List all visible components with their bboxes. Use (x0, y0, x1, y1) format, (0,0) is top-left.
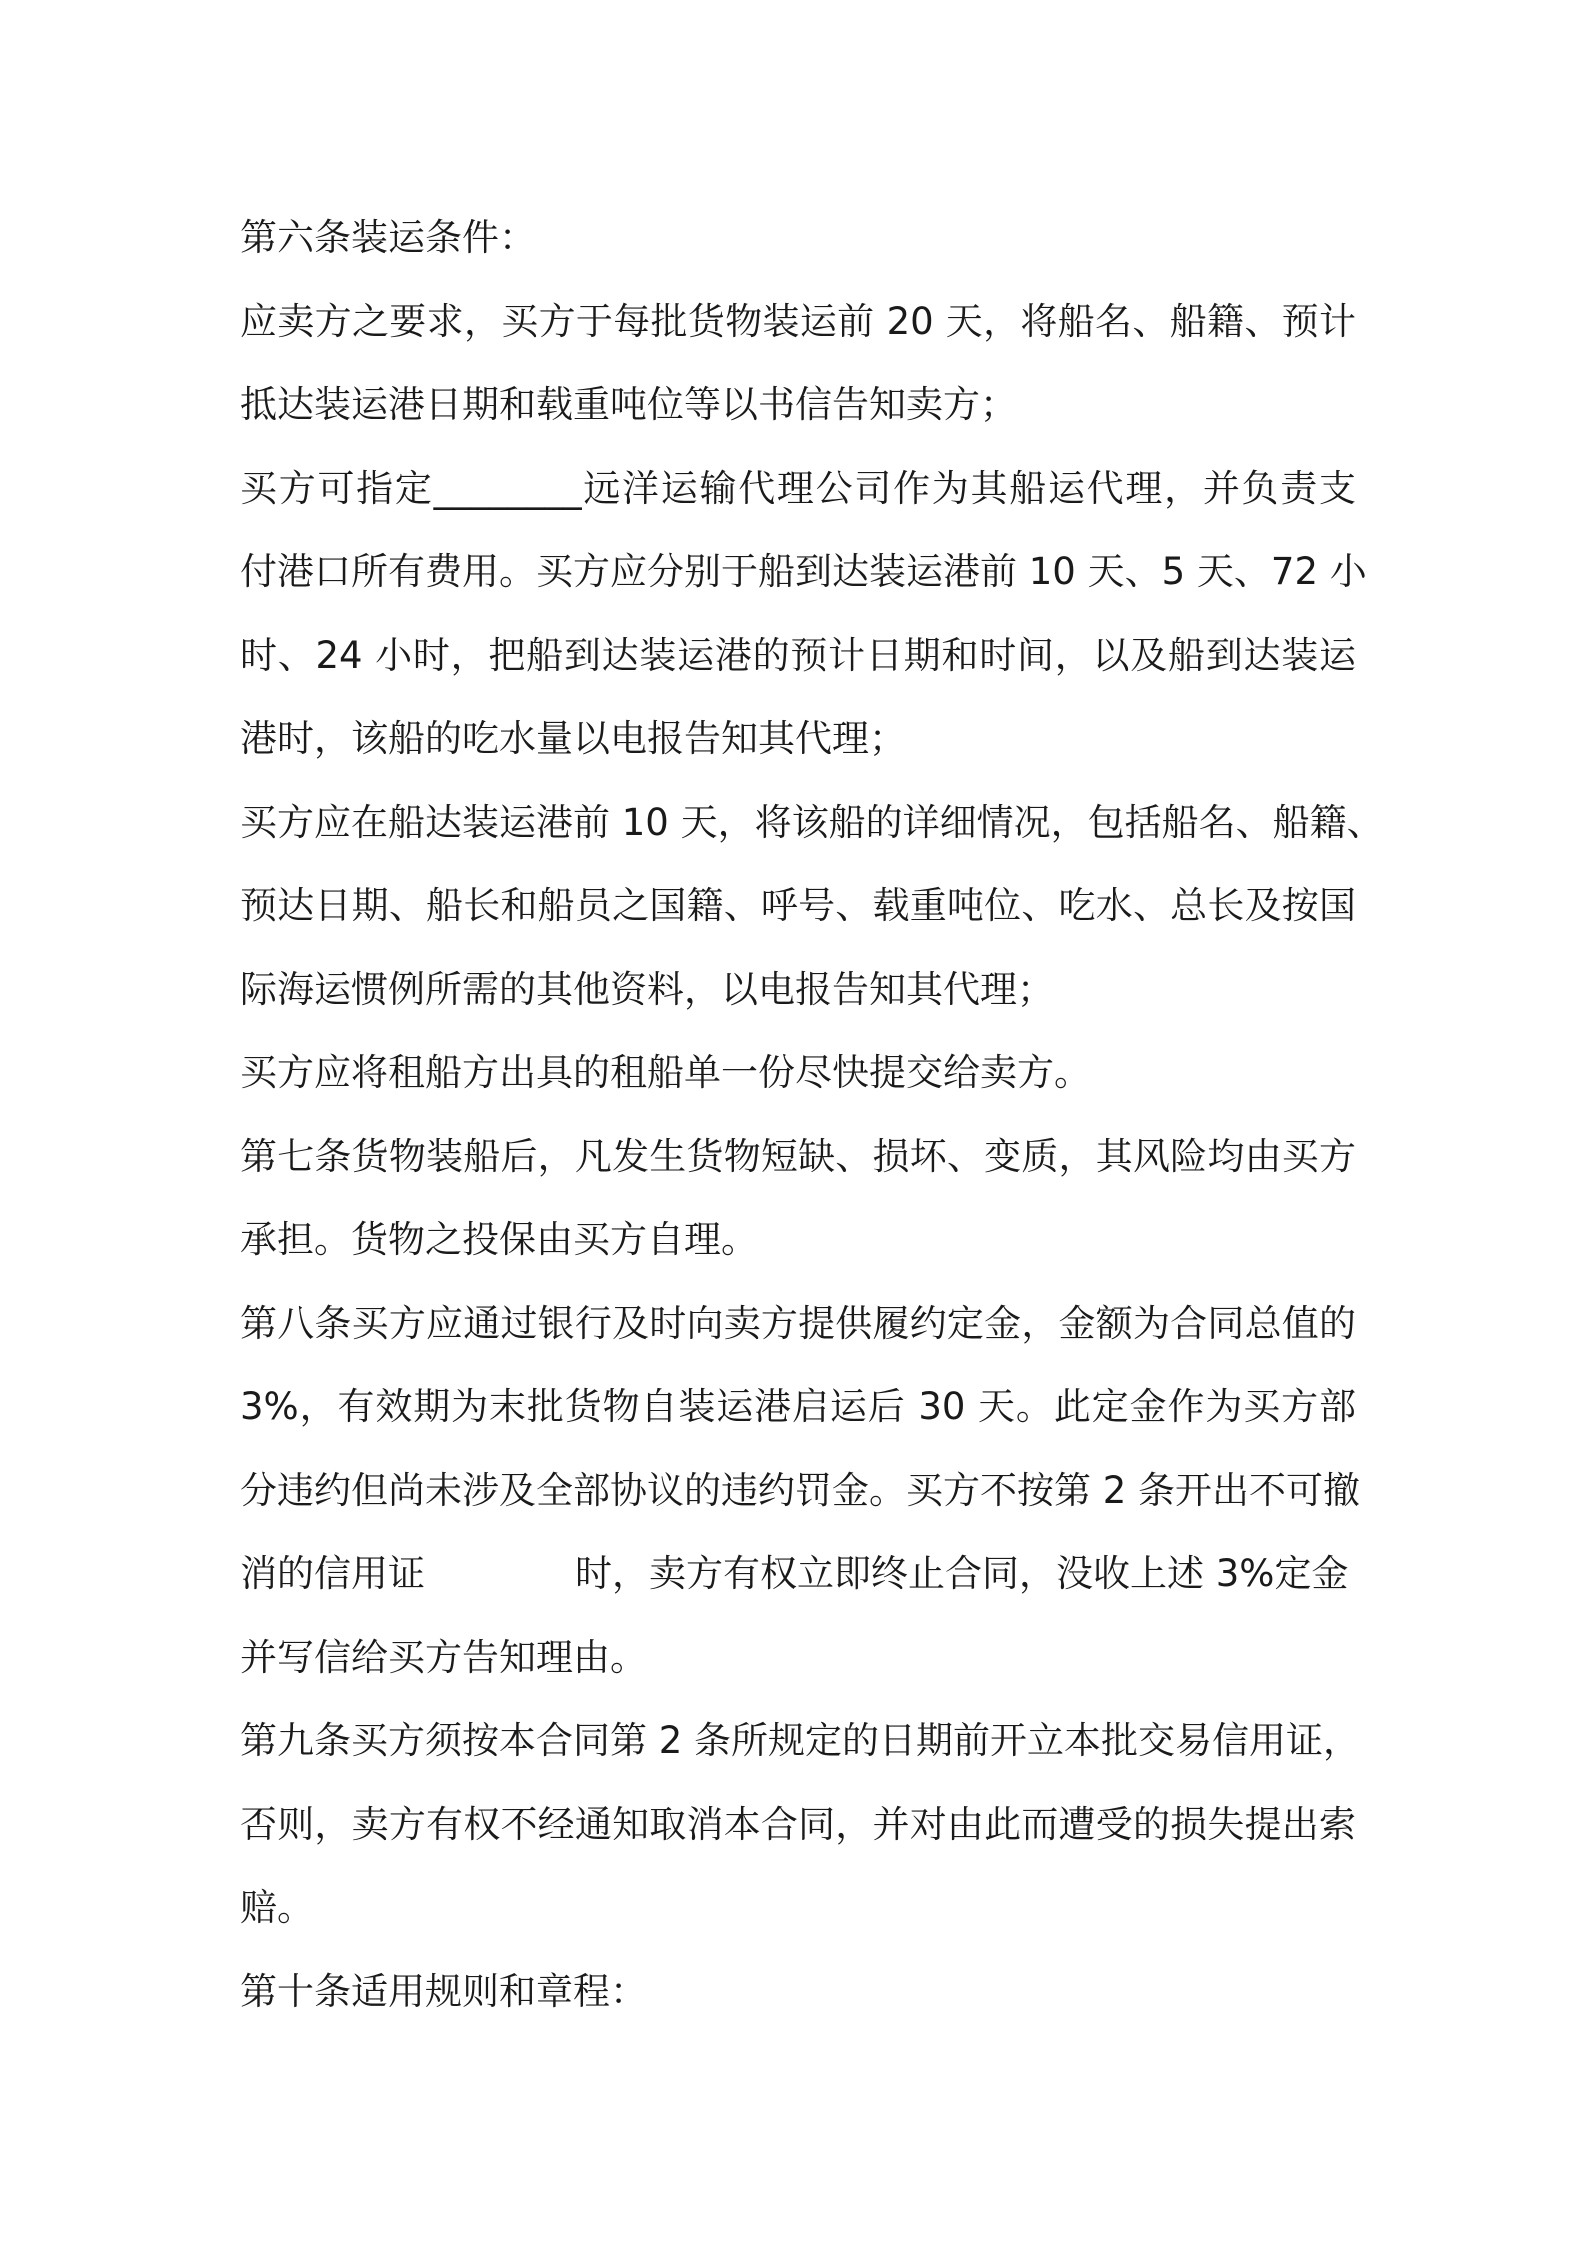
paragraph-line (240, 1198, 1356, 1282)
paragraph-line (240, 1031, 1356, 1115)
paragraph-line (240, 530, 1367, 614)
paragraph-line (240, 948, 1356, 1032)
paragraph-line (240, 1616, 1356, 1700)
text-line: 分违约但尚未涉及全部协议的违约罚金。买方不按第 2 条开出不可撤 (240, 1468, 1361, 1512)
paragraph-line-with-gap (240, 1532, 1356, 1616)
paragraph-line (240, 363, 1356, 447)
clause-6-heading (240, 196, 1356, 280)
text-line: 买方应在船达装运港前 10 天，将该船的详细情况，包括船名、船籍、 (240, 800, 1384, 844)
text-line: 抵达装运港日期和载重吨位等以书信告知卖方； (240, 383, 1017, 426)
text-line: 买方应将租船方出具的租船单一份尽快提交给卖方。 (240, 1051, 1091, 1094)
text-line: 买方可指定________远洋运输代理公司作为其船运代理，并负责支 (240, 466, 1356, 510)
paragraph-line (240, 614, 1356, 698)
text-line: 赔。 (240, 1886, 314, 1929)
text-line: 港时，该船的吃水量以电报告知其代理； (240, 717, 906, 760)
document-body (240, 196, 1384, 2033)
text-line: 第八条买方应通过银行及时向卖方提供履约定金，金额为合同总值的 (240, 1301, 1356, 1345)
text-line: 付港口所有费用。买方应分别于船到达装运港前 10 天、5 天、72 小 (240, 550, 1367, 593)
paragraph-line (240, 447, 1356, 531)
text-line: 第九条买方须按本合同第 2 条所规定的日期前开立本批交易信用证， (240, 1719, 1361, 1762)
text-line: 3%，有效期为末批货物自装运港启运后 30 天。此定金作为买方部 (240, 1385, 1356, 1428)
paragraph-line (240, 697, 1356, 781)
text-line: 第六条装运条件： (240, 216, 536, 259)
paragraph-line (240, 781, 1384, 865)
text-fragment: 消的信用证 (240, 1552, 425, 1595)
paragraph-line (240, 1783, 1356, 1867)
text-line: 时、24 小时，把船到达装运港的预计日期和时间，以及船到达装运 (240, 633, 1356, 677)
text-line: 否则，卖方有权不经通知取消本合同，并对由此而遭受的损失提出索 (240, 1802, 1356, 1846)
paragraph-line (240, 864, 1356, 948)
paragraph-line (240, 1866, 1356, 1950)
text-line: 第十条适用规则和章程： (240, 1969, 647, 2013)
clause-9-line (240, 1699, 1361, 1783)
text-line: 第七条货物装船后，凡发生货物短缺、损坏、变质，其风险均由买方 (240, 1134, 1356, 1178)
clause-8-line (240, 1282, 1356, 1366)
clause-10-heading (240, 1950, 1356, 2034)
text-line: 应卖方之要求，买方于每批货物装运前 20 天，将船名、船籍、预计 (240, 299, 1356, 343)
clause-7-line (240, 1115, 1356, 1199)
text-line: 并写信给买方告知理由。 (240, 1635, 647, 1679)
text-fragment: 时，卖方有权立即终止合同，没收上述 3%定金 (575, 1552, 1349, 1595)
text-line: 预达日期、船长和船员之国籍、呼号、载重吨位、吃水、总长及按国 (240, 884, 1356, 927)
paragraph-line (240, 1449, 1361, 1533)
paragraph-line (240, 280, 1356, 364)
text-line: 际海运惯例所需的其他资料，以电报告知其代理； (240, 967, 1054, 1011)
text-line: 承担。货物之投保由买方自理。 (240, 1218, 758, 1261)
paragraph-line (240, 1365, 1356, 1449)
